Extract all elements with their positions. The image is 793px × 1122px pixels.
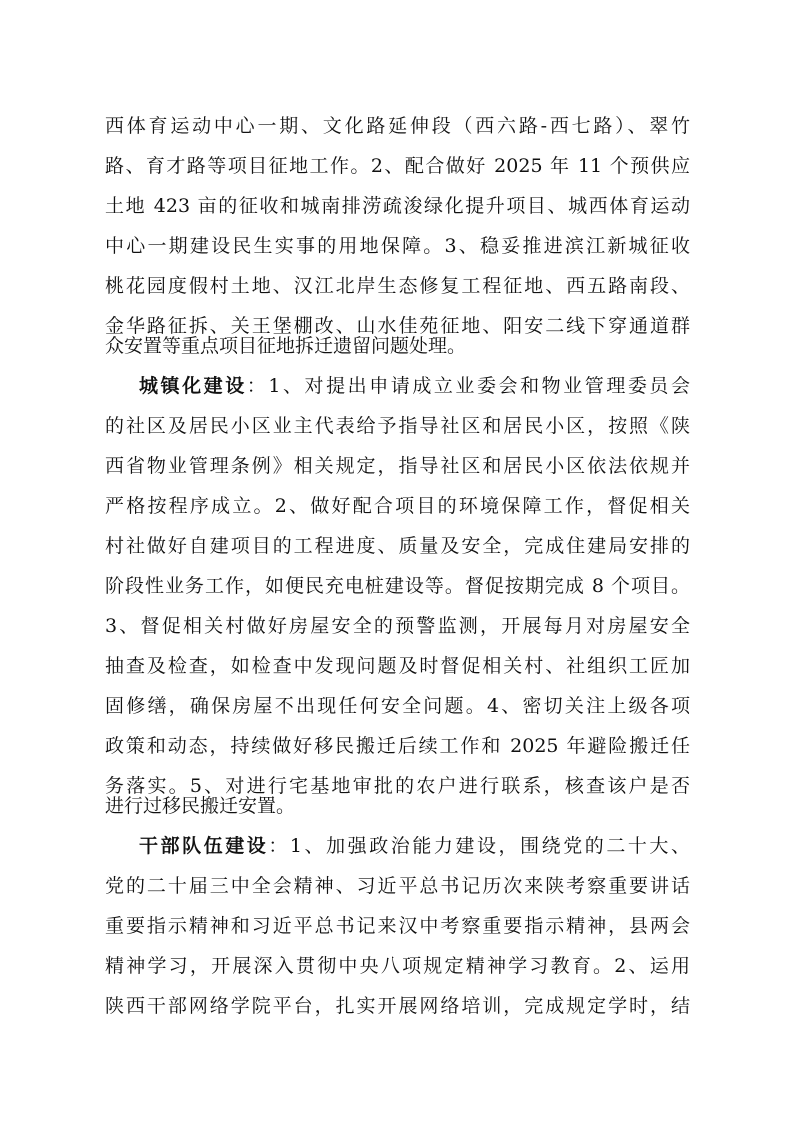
cadre-paragraph-start	[139, 826, 690, 866]
text-line-16: 固修缮，确保房屋不出现任何安全问题。4、密切关注上级各项	[105, 695, 690, 717]
text-line-3: 土地 423 亩的征收和城南排涝疏浚绿化提升项目、城西体育运动	[105, 195, 690, 217]
urbanization-heading: 城镇化建设	[139, 375, 247, 397]
text-line-24: 陕西干部网络学院平台，扎实开展网络培训，完成规定学时，结	[105, 995, 690, 1017]
text-line-18: 务落实。5、对进行宅基地审批的农户进行联系，核查该户是否	[105, 775, 690, 797]
text-line-10: 西省物业管理条例》相关规定，指导社区和居民小区依法依规并	[105, 455, 690, 477]
urbanization-first-line: ：1、对提出申请成立业委会和物业管理委员会	[246, 375, 690, 397]
urbanization-paragraph-start	[139, 366, 690, 406]
text-line-6: 金华路征拆、关王堡棚改、山水佳苑征地、阳安二线下穿通道群	[105, 315, 690, 337]
text-line-2: 路、育才路等项目征地工作。2、配合做好 2025 年 11 个预供应	[105, 155, 690, 177]
text-line-13: 阶段性业务工作，如便民充电桩建设等。督促按期完成 8 个项目。	[105, 575, 690, 597]
cadre-first-line: ：1、加强政治能力建设，围绕党的二十大、	[268, 835, 690, 857]
text-line-23: 精神学习，开展深入贯彻中央八项规定精神学习教育。2、运用	[105, 955, 690, 977]
text-line-15: 抽查及检查，如检查中发现问题及时督促相关村、社组织工匠加	[105, 655, 690, 677]
text-line-12: 村社做好自建项目的工程进度、质量及安全，完成住建局安排的	[105, 535, 690, 557]
text-line-11: 严格按程序成立。2、做好配合项目的环境保障工作，督促相关	[105, 495, 690, 517]
text-line-1: 西体育运动中心一期、文化路延伸段（西六路-西七路）、翠竹	[105, 115, 690, 137]
text-line-5: 桃花园度假村土地、汉江北岸生态修复工程征地、西五路南段、	[105, 275, 690, 297]
text-line-21: 党的二十届三中全会精神、习近平总书记历次来陕考察重要讲话	[105, 875, 690, 897]
text-line-14: 3、督促相关村做好房屋安全的预警监测，开展每月对房屋安全	[105, 615, 690, 637]
text-line-19: 进行过移民搬迁安置。	[105, 795, 296, 817]
cadre-heading: 干部队伍建设	[139, 835, 269, 857]
text-line-17: 政策和动态，持续做好移民搬迁后续工作和 2025 年避险搬迁任	[105, 735, 690, 757]
text-line-4: 中心一期建设民生实事的用地保障。3、稳妥推进滨江新城征收	[105, 235, 690, 257]
text-line-9: 的社区及居民小区业主代表给予指导社区和居民小区，按照《陕	[105, 415, 690, 437]
text-line-22: 重要指示精神和习近平总书记来汉中考察重要指示精神，县两会	[105, 915, 690, 937]
text-line-7: 众安置等重点项目征地拆迁遗留问题处理。	[105, 335, 467, 357]
